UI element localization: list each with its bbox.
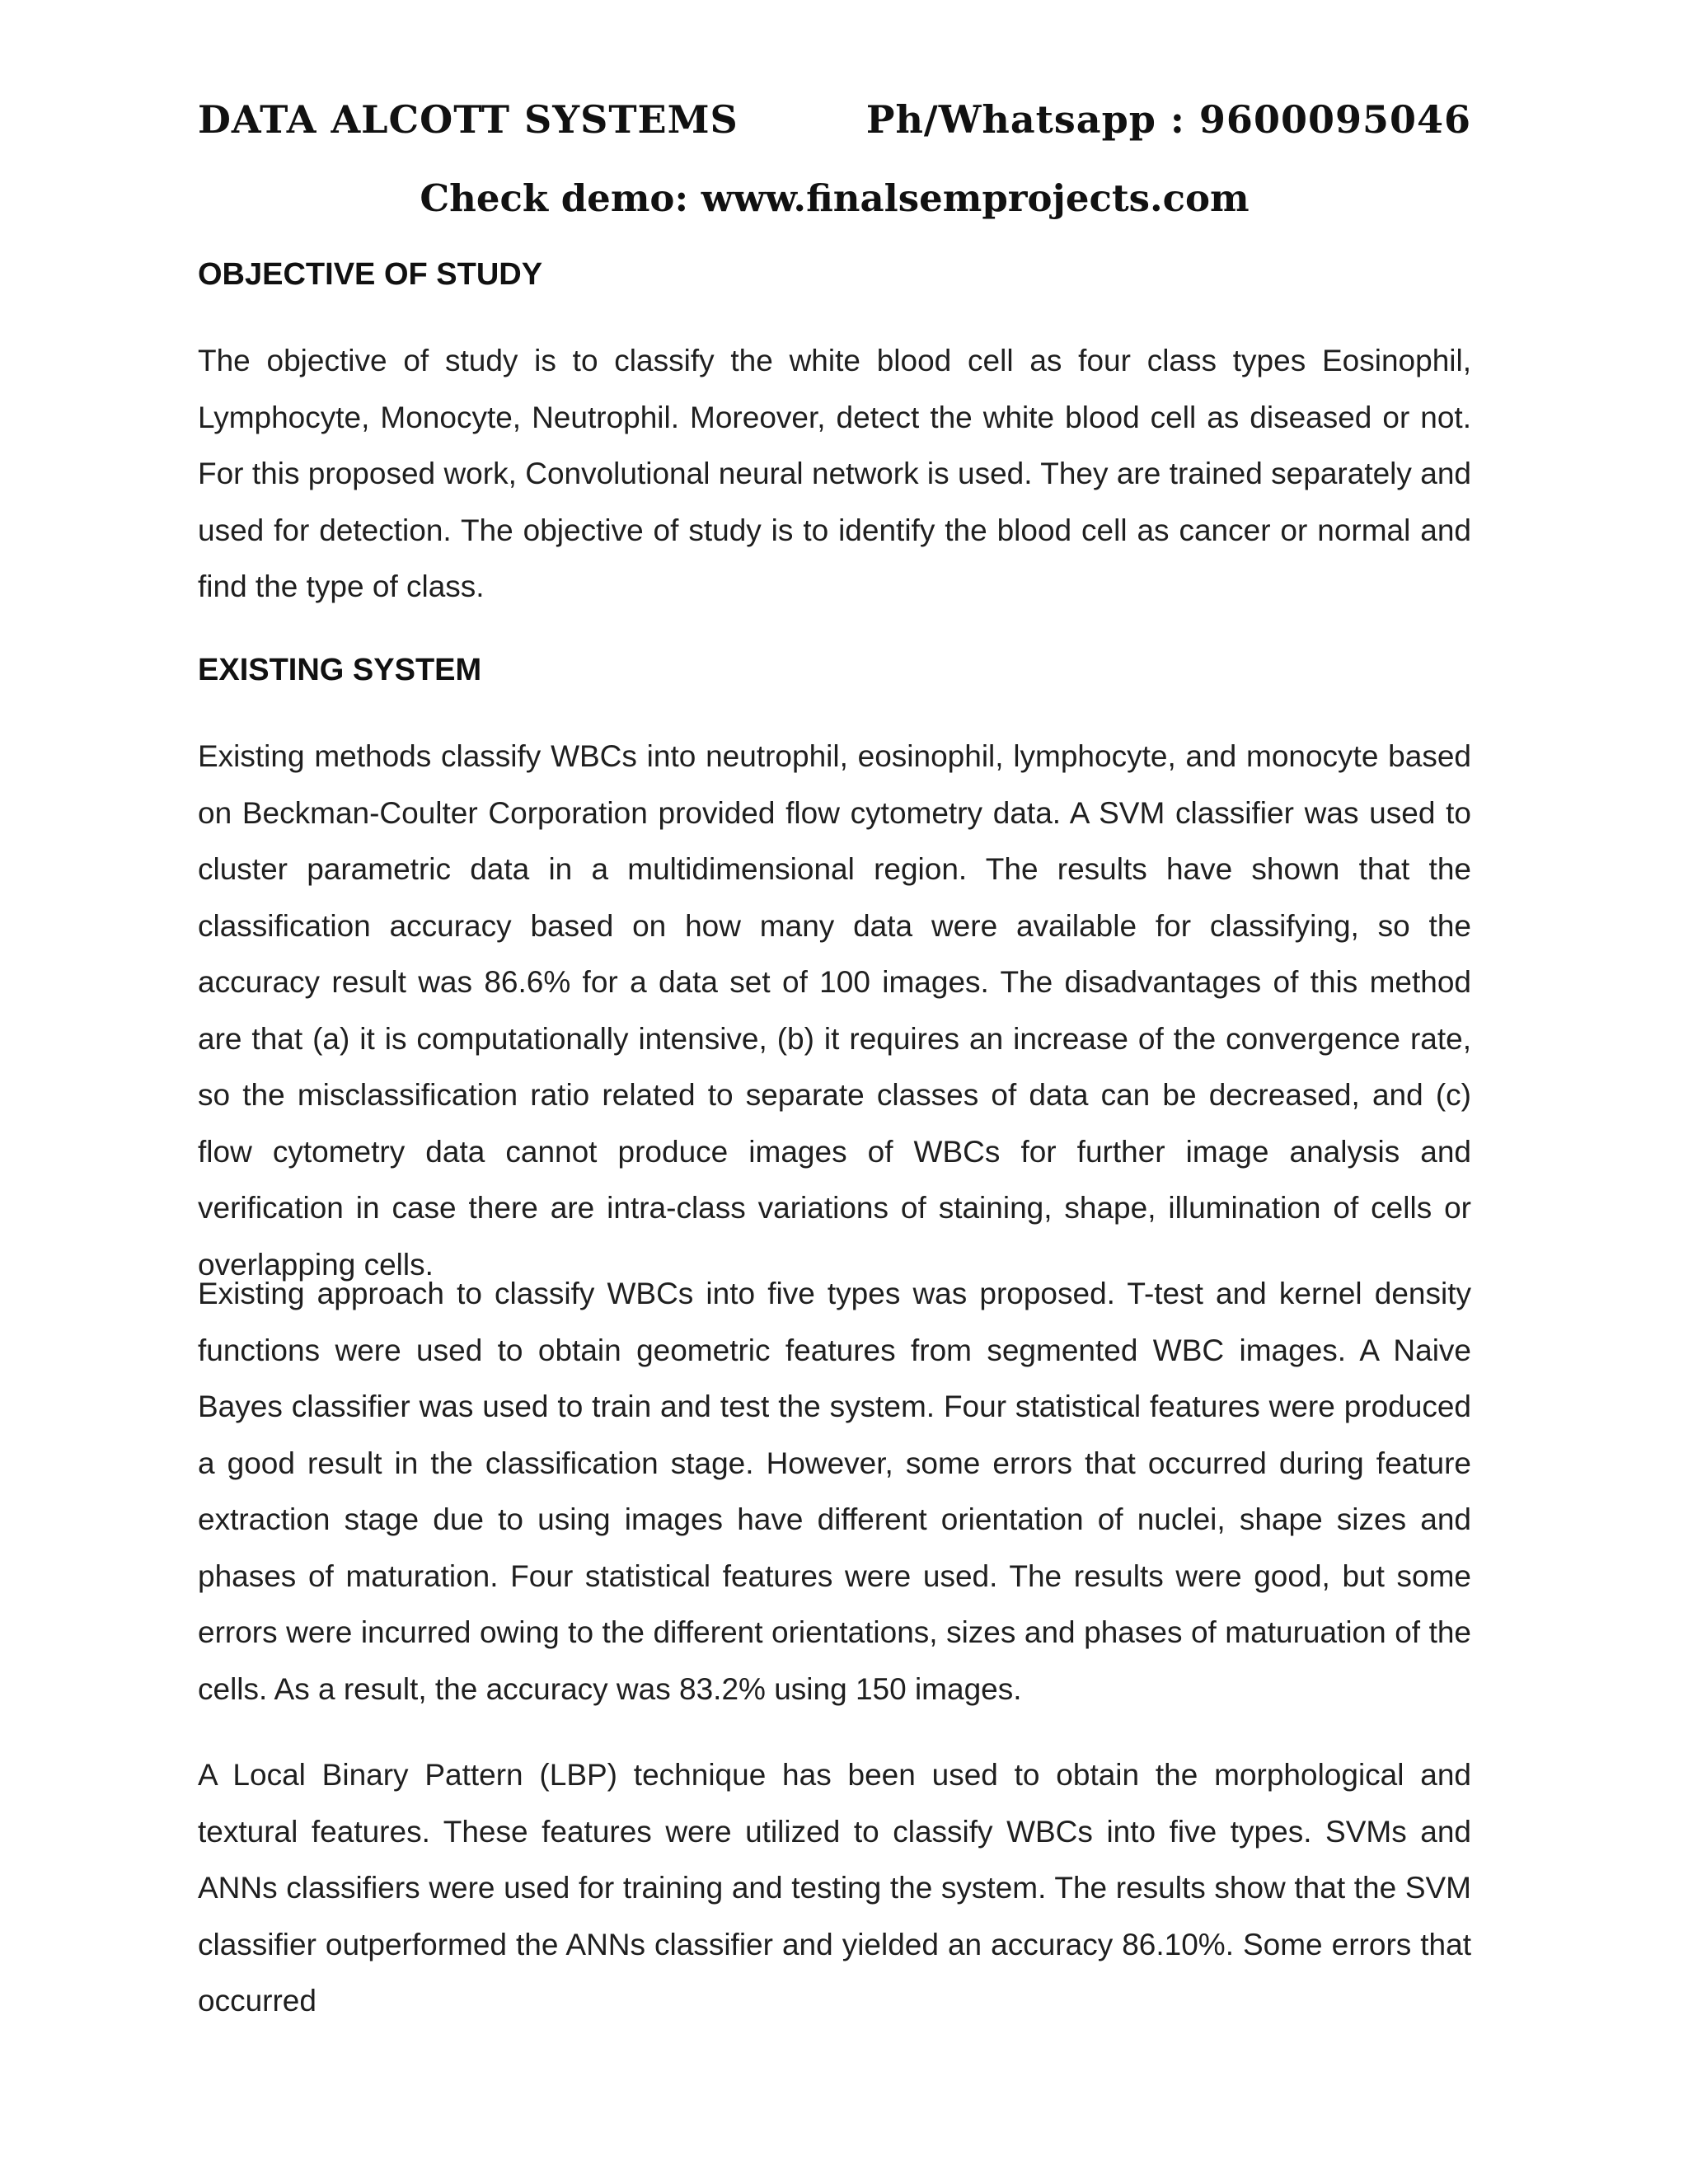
existing-paragraph-1: Existing methods classify WBCs into neutrophil, eosinophil, lymphocyte, and monocyte based on Beckman-Coulter Corporation provided flow cytometry data. A SVM classifier was used to cluster parametric data in a multidimensional region. The results have shown that the classification accuracy based on how many data were available for classifying, so the accuracy result was 86.6% for a data set of 100 images. The disadvantages of this method are that (a) it is computationally intensive, (b) it requires an increase of the convergence rate, so the misclassification ratio related to separate classes of data can be decreased, and (c) flow cytometry data cannot produce images of WBCs for further image analysis and verification in case there are intra-class variations of staining, shape, illumination of cells or overlapping cells. xyxy=(198,739,1471,1282)
objective-paragraph: The objective of study is to classify the white blood cell as four class types Eosinophil, Lymphocyte, Monocyte, Neutrophil. Moreover, detect the white blood cell as diseased or not. For this proposed work, Convolutional neural network is used. They are trained separately and used for detection. The objective of study is to identify the blood cell as cancer or normal and find the type of class. xyxy=(198,344,1471,603)
existing-system-heading: EXISTING SYSTEM xyxy=(198,653,482,687)
demo-link-line: Check demo: www.finalsemprojects.com xyxy=(420,176,1250,220)
objective-heading: OBJECTIVE OF STUDY xyxy=(198,257,543,292)
contact-number: Ph/Whatsapp : 9600095046 xyxy=(865,97,1471,142)
existing-paragraph-3: A Local Binary Pattern (LBP) technique has been used to obtain the morphological and textural features. These features were utilized to classify WBCs into five types. SVMs and ANNs classifiers were used for training and testing the system. The results show that the SVM classifier outperformed the ANNs classifier and yielded an accuracy 86.10%. Some errors that occurred xyxy=(198,1758,1471,2018)
existing-paragraph-2: Existing approach to classify WBCs into five types was proposed. T-test and kernel density functions were used to obtain geometric features from segmented WBC images. A Naive Bayes classifier was used to train and test the system. Four statistical features were produced a good result in the classification stage. However, some errors that occurred during feature extraction stage due to using images have different orientation of nuclei, shape sizes and phases of maturation. Four statistical features were used. The results were good, but some errors were incurred owing to the different orientations, sizes and phases of maturuation of the cells. As a result, the accuracy was 83.2% using 150 images. xyxy=(198,1277,1471,1706)
document-header xyxy=(198,97,1471,142)
company-name: DATA ALCOTT SYSTEMS xyxy=(198,97,738,142)
